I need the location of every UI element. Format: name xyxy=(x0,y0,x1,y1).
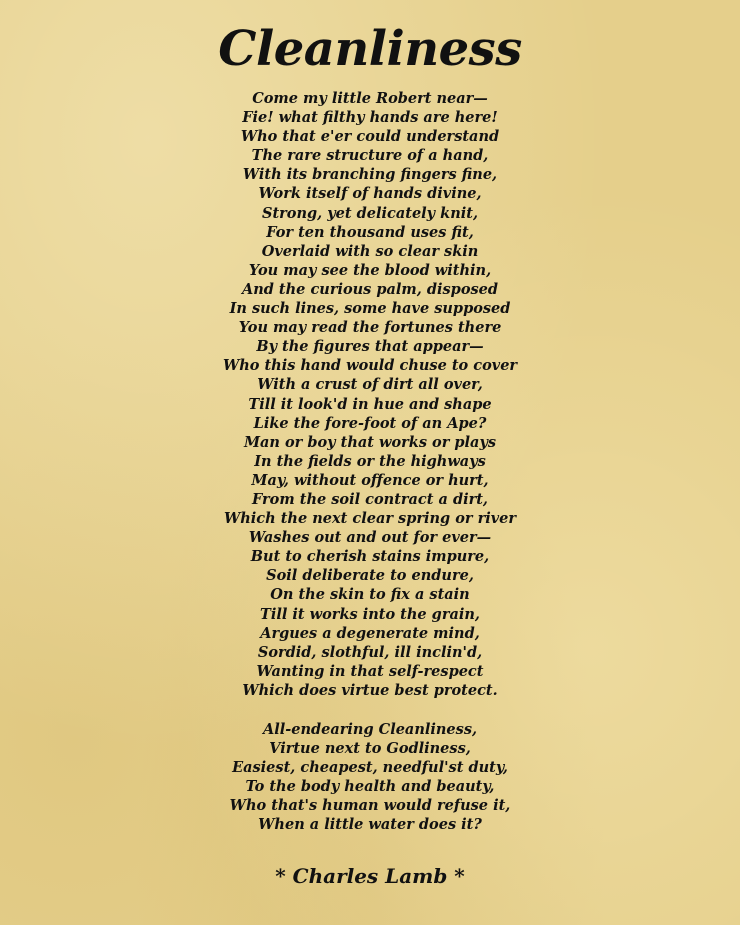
poem-line: Who this hand would chuse to cover xyxy=(222,357,518,375)
poem-line: May, without offence or hurt, xyxy=(251,471,489,489)
poem-line: Till it look'd in hue and shape xyxy=(248,395,492,413)
poem-line: Strong, yet delicately knit, xyxy=(261,204,478,222)
poem-line: Which does virtue best protect. xyxy=(242,681,498,699)
poem-line: And the curious palm, disposed xyxy=(241,280,499,298)
poem-line: To the body health and beauty, xyxy=(245,778,495,796)
poem-line: Like the fore-foot of an Ape? xyxy=(253,414,487,432)
poem-line: You may see the blood within, xyxy=(248,261,492,279)
poem-line: Easiest, cheapest, needful'st duty, xyxy=(232,759,508,777)
author-attribution: * Charles Lamb * xyxy=(275,864,465,888)
poem-line: Overlaid with so clear skin xyxy=(261,242,479,260)
poem-line: With a crust of dirt all over, xyxy=(257,376,483,394)
poem-line: In the fields or the highways xyxy=(254,452,486,470)
poem-line: On the skin to fix a stain xyxy=(270,586,470,604)
poem-title: Cleanliness xyxy=(218,21,522,77)
poem-line: With its branching fingers fine, xyxy=(242,166,498,184)
poem-line: Till it works into the grain, xyxy=(260,605,480,623)
poem-line: From the soil contract a dirt, xyxy=(252,490,488,508)
poem-line: When a little water does it? xyxy=(258,816,482,834)
poem-line: But to cherish stains impure, xyxy=(250,548,490,566)
poem-line: Come my little Robert near— xyxy=(252,90,488,107)
poem-line: Fie! what filthy hands are here! xyxy=(242,109,498,127)
poem-line: Argues a degenerate mind, xyxy=(260,624,480,642)
poem-line: Sordid, slothful, ill inclin'd, xyxy=(257,643,483,661)
stanza-2 xyxy=(0,720,740,835)
poem-line: Which the next clear spring or river xyxy=(223,510,517,528)
poem-line: Who that e'er could understand xyxy=(240,128,500,146)
poem-line: For ten thousand uses fit, xyxy=(266,223,474,241)
poem-line: Who that's human would refuse it, xyxy=(229,797,511,815)
poem-line: Work itself of hands divine, xyxy=(258,185,482,203)
poem-line: The rare structure of a hand, xyxy=(251,147,489,165)
poem-line: All-endearing Cleanliness, xyxy=(262,721,478,738)
poem-line: Man or boy that works or plays xyxy=(243,433,497,451)
poem-line: Virtue next to Godliness, xyxy=(269,740,471,758)
poem-line: Soil deliberate to endure, xyxy=(266,567,474,585)
poem-line: You may read the fortunes there xyxy=(238,319,502,337)
poem-line: Wanting in that self-respect xyxy=(256,662,484,680)
poem-line: By the figures that appear— xyxy=(256,338,484,356)
stanza-1 xyxy=(0,89,740,700)
poem-line: Washes out and out for ever— xyxy=(248,529,492,547)
poem-line: In such lines, some have supposed xyxy=(229,300,511,318)
